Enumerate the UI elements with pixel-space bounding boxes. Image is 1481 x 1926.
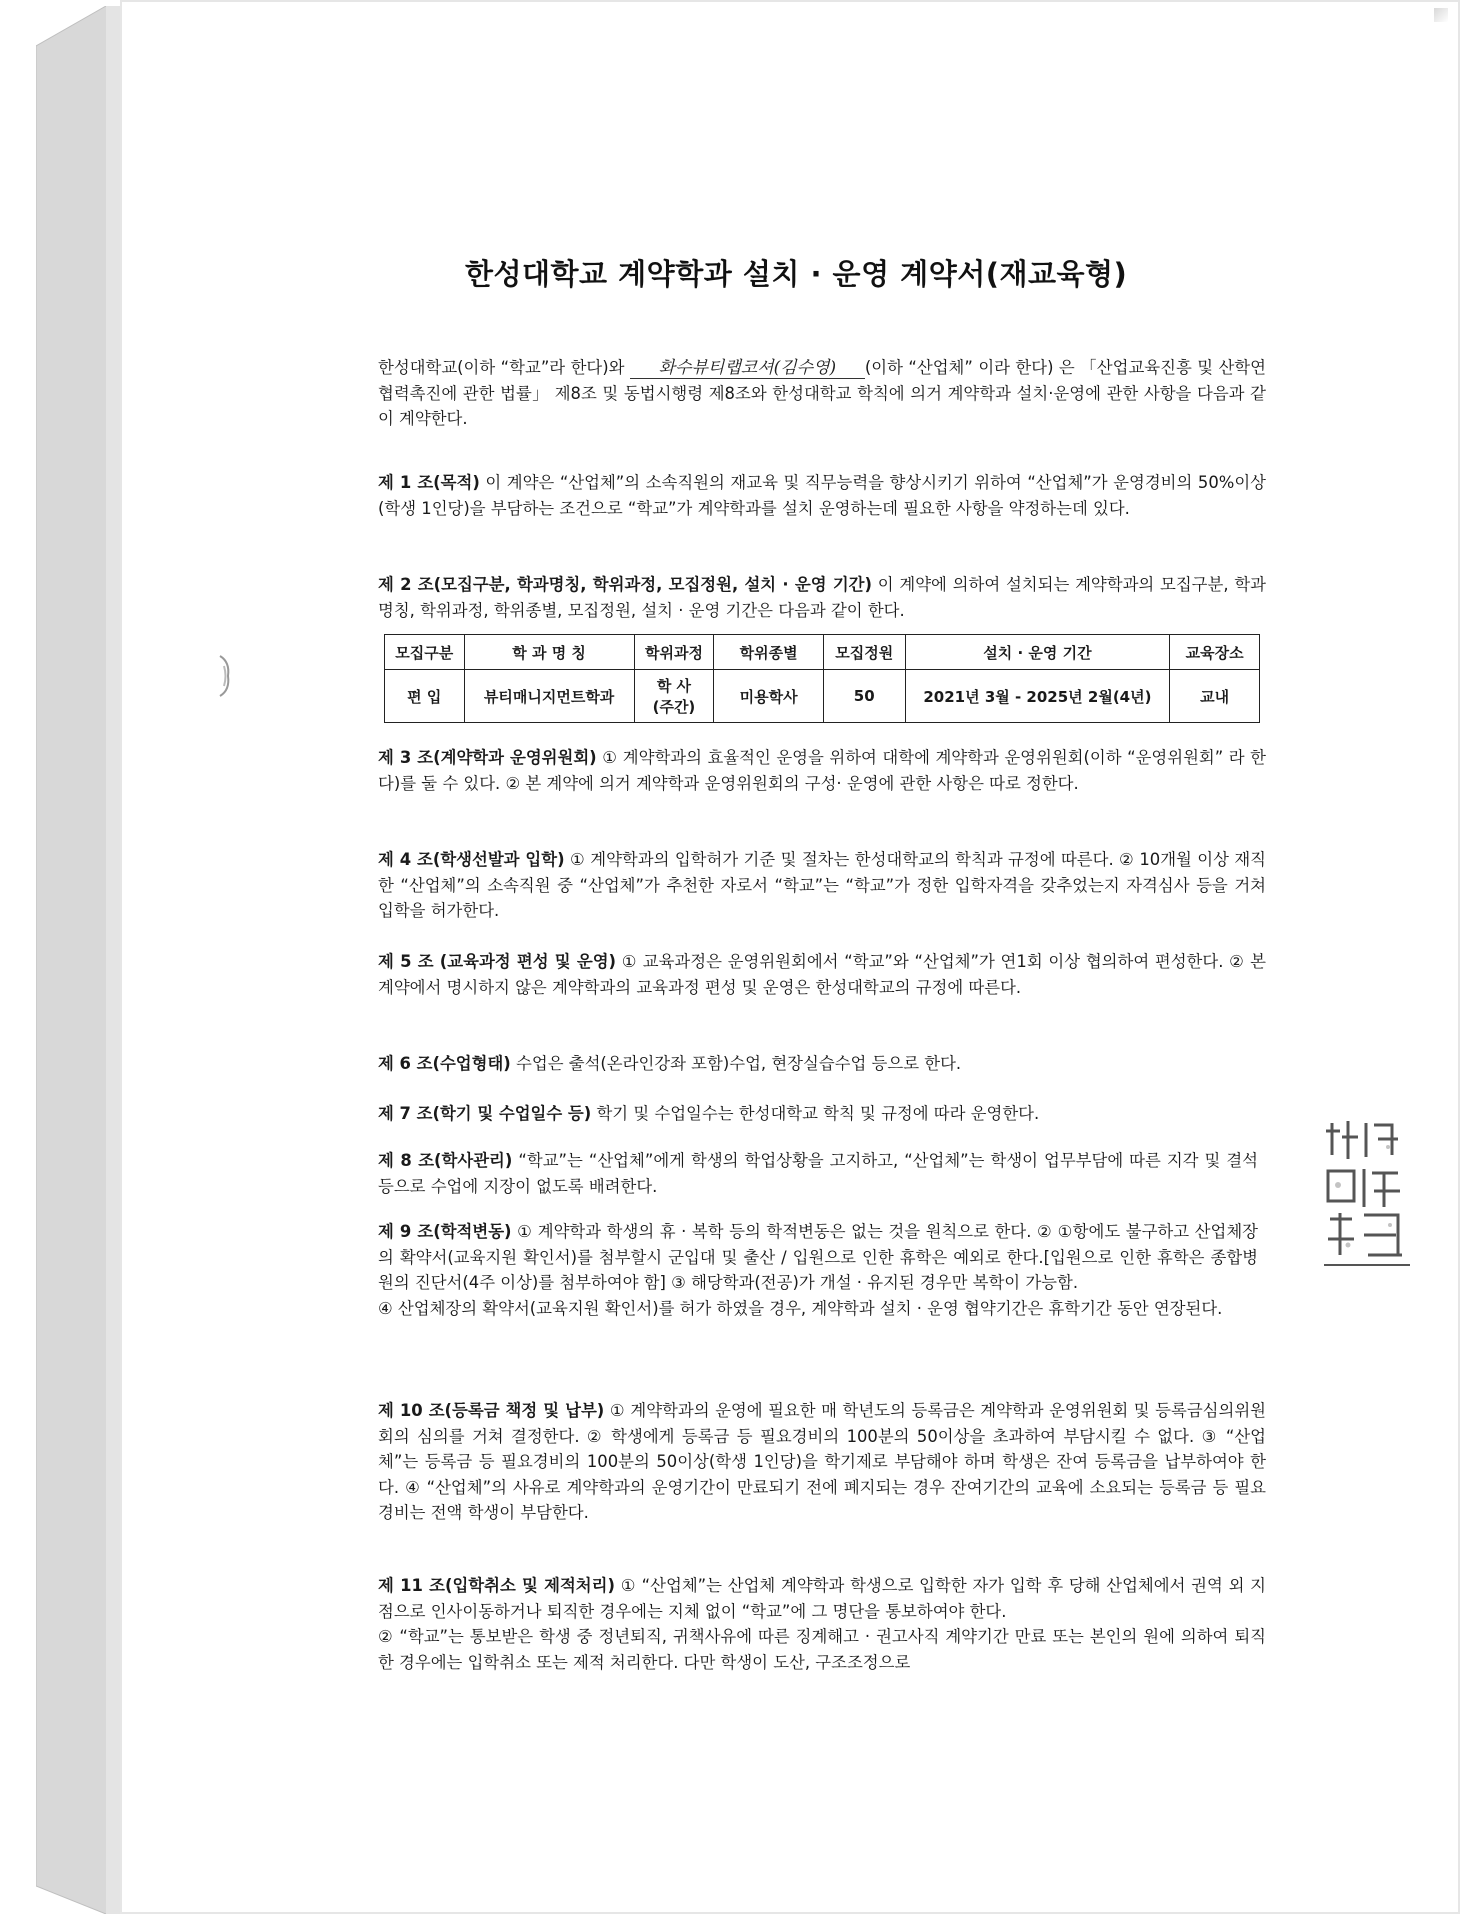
- article-text: ① “산업체”는 산업체 계약학과 학생으로 입학한 자가 입학 후 당해 산업체에서 권역 외 지점으로 인사이동하거나 퇴직한 경우에는 지체 없이 “학교”에 그 명단을 통보하여야 한다.: [378, 1576, 1266, 1621]
- article-text: ① 계약학과의 운영에 필요한 매 학년도의 등록금은 계약학과 운영위원회 및 등록금심의위원회의 심의를 거쳐 결정한다. ② 학생에게 등록금 등 필요경비의 100분의 50이상을 초과하여 부담시킬 수 없다. ③ “산업체”는 등록금 등 필요경비의 100분의 50이상(학생 1인당)을 학기제로 부담해야 하며 학생은 잔여 등록금을 납부하여야 한다. ④ “산업체”의 사유로 계약학과의 운영기간이 만료되기 전에 폐지되는 경우 잔여기간의 교육에 소요되는 등록금 등 필요 경비는 전액 학생이 부담한다.: [378, 1401, 1267, 1522]
- intro-part1: 한성대학교(이하 “학교”라 한다)와: [378, 358, 630, 377]
- article-3: [378, 745, 1266, 796]
- article-text: 학기 및 수업일수는 한성대학교 학칙 및 규정에 따라 운영한다.: [591, 1104, 1040, 1123]
- degree-course: 학 사: [656, 677, 692, 695]
- article-text-extra: ④ 산업체장의 확약서(교육지원 확인서)를 허가 하였을 경우, 계약학과 설치 · 운영 협약기간은 휴학기간 동안 연장된다.: [378, 1298, 1223, 1318]
- intro-part2: (이하 “산업체” 이라 한다) 은 「산업교육진흥 및 산학연협력촉진에 관한 법률」 제8조 및 동법시행령 제8조와 한성대학교 학칙에 의거 계약학과 설치·운영에 관한 사항을 다음과 같이 계약한다.: [378, 358, 1266, 428]
- table-header-cell: 학 과 명 칭: [464, 635, 634, 670]
- article-2: [378, 572, 1266, 623]
- handwritten-company-name: 화수뷰티랩코셔(김수영): [630, 358, 865, 379]
- article-text: ① 교육과정은 운영위원회에서 “학교”와 “산업체”가 연1회 이상 협의하여 편성한다. ② 본 계약에서 명시하지 않은 계약학과의 교육과정 편성 및 운영은 한성대학교의 규정에 따른다.: [378, 952, 1267, 997]
- table-cell: 교내: [1170, 670, 1260, 723]
- article-heading: 제 1 조(목적): [378, 473, 480, 492]
- article-text: 이 계약은 “산업체”의 소속직원의 재교육 및 직무능력을 향상시키기 위하여 “산업체”가 운영경비의 50%이상(학생 1인당)을 부담하는 조건으로 “학교”가 계약학과를 설치 운영하는데 필요한 사항을 약정하는데 있다.: [378, 473, 1266, 518]
- table-header-cell: 모집정원: [823, 635, 905, 670]
- article-6: [378, 1051, 1266, 1077]
- degree-time: (주간): [652, 698, 696, 716]
- table-header-cell: 학위과정: [634, 635, 714, 670]
- article-text-extra: ② “학교”는 통보받은 학생 중 정년퇴직, 귀책사유에 따른 징계해고 · 권고사직 계약기간 만료 또는 본인의 원에 의하여 퇴직한 경우에는 입학취소 또는 제적 처리한다. 다만 학생이 도산, 구조조정으로: [378, 1627, 1266, 1672]
- article-heading: 제 11 조(입학취소 및 제적처리): [378, 1576, 615, 1595]
- table-header-cell: 학위종별: [714, 635, 824, 670]
- article-4: [378, 847, 1266, 924]
- table-header-cell: 모집구분: [385, 635, 465, 670]
- table-cell-degree: [634, 670, 714, 723]
- table-cell: 뷰티매니지먼트학과: [464, 670, 634, 723]
- article-8: [378, 1148, 1258, 1199]
- seal-stamp-icon: [1318, 1115, 1418, 1273]
- article-text: ① 계약학과의 입학허가 기준 및 절차는 한성대학교의 학칙과 규정에 따른다. ② 10개월 이상 재직한 “산업체”의 소속직원 중 “산업체”가 추천한 자로서 “학교”는 “학교”가 정한 입학자격을 갖추었는지 자격심사 등을 거쳐 입학을 허가한다.: [378, 850, 1266, 920]
- article-heading: 제 9 조(학적변동): [378, 1222, 512, 1241]
- article-heading: 제 6 조(수업형태): [378, 1054, 511, 1073]
- binding-hole-mark: [218, 652, 232, 700]
- article-9: [378, 1219, 1258, 1321]
- article-heading: 제 3 조(계약학과 운영위원회): [378, 748, 597, 767]
- table-header-cell: 설치 · 운영 기간: [905, 635, 1170, 670]
- article-heading: 제 4 조(학생선발과 입학): [378, 850, 565, 869]
- article-text: “학교”는 “산업체”에게 학생의 학업상황을 고지하고, “산업체”는 학생이 업무부담에 따른 지각 및 결석 등으로 수업에 지장이 없도록 배려한다.: [378, 1151, 1258, 1196]
- article-text: ① 계약학과 학생의 휴 · 복학 등의 학적변동은 없는 것을 원칙으로 한다. ② ①항에도 불구하고 산업체장의 확약서(교육지원 확인서)를 첨부할시 군입대 및 출산 / 입원으로 인한 휴학은 예외로 한다.[입원으로 인한 휴학은 종합병원의 진단서(4주 이상)를 첨부하여야 함] ③ 해당학과(전공)가 개설 · 유지된 경우만 복학이 가능함.: [378, 1222, 1258, 1292]
- article-heading: 제 8 조(학사관리): [378, 1151, 513, 1170]
- article-heading: 제 5 조 (교육과정 편성 및 운영): [378, 952, 617, 971]
- article-heading: 제 7 조(학기 및 수업일수 등): [378, 1104, 592, 1123]
- table-header-row: [385, 635, 1260, 670]
- table-cell: 편 입: [385, 670, 465, 723]
- article-10: [378, 1398, 1266, 1526]
- table-cell: 50: [823, 670, 905, 723]
- page-fold-corner: [1434, 8, 1448, 22]
- article-text: 수업은 출석(온라인강좌 포함)수업, 현장실습수업 등으로 한다.: [510, 1054, 962, 1073]
- table-header-cell: 교육장소: [1170, 635, 1260, 670]
- document-title: 한성대학교 계약학과 설치 · 운영 계약서(재교육형): [465, 257, 1128, 291]
- article-11: [378, 1573, 1266, 1675]
- article-text: 이 계약에 의하여 설치되는 계약학과의 모집구분, 학과명칭, 학위과정, 학위종별, 모집정원, 설치 · 운영 기간은 다음과 같이 한다.: [378, 575, 1266, 620]
- article-heading: 제 2 조(모집구분, 학과명칭, 학위과정, 모집정원, 설치 · 운영 기간): [378, 575, 872, 594]
- article-text: ① 계약학과의 효율적인 운영을 위하여 대학에 계약학과 운영위원회(이하 “운영위원회” 라 한다)를 둘 수 있다. ② 본 계약에 의거 계약학과 운영위원회의 구성· 운영에 관한 사항은 따로 정한다.: [378, 748, 1267, 793]
- table-cell: 미용학사: [714, 670, 824, 723]
- article-heading: 제 10 조(등록금 책정 및 납부): [378, 1401, 605, 1420]
- intro-paragraph: [378, 355, 1266, 432]
- table-row: [385, 670, 1260, 723]
- department-plan-table: [384, 634, 1260, 723]
- article-5: [378, 949, 1266, 1000]
- article-1: [378, 470, 1266, 521]
- table-cell: 2021년 3월 - 2025년 2월(4년): [905, 670, 1170, 723]
- article-7: [378, 1101, 1266, 1127]
